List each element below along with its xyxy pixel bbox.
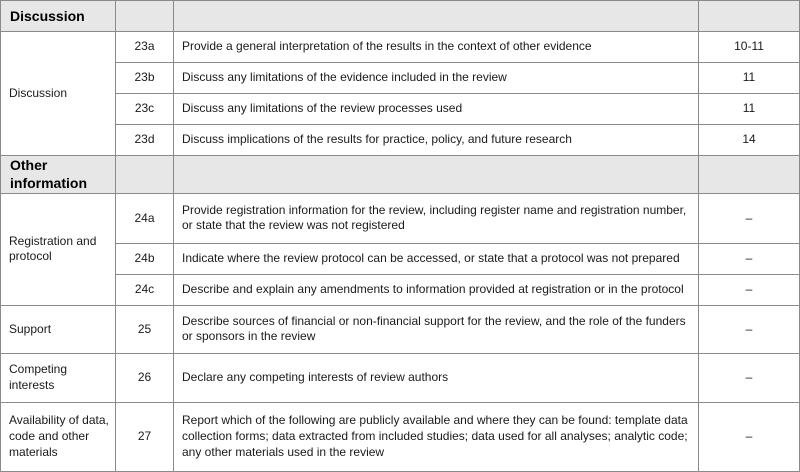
item-description: Describe and explain any amendments to information provided at registration or in the protocol (174, 274, 699, 305)
table-row (1, 243, 800, 274)
section-title: Discussion (1, 1, 116, 32)
table-row (1, 125, 800, 156)
item-location: 14 (699, 125, 800, 156)
item-description: Discuss any limitations of the review processes used (174, 94, 699, 125)
item-location: – (699, 243, 800, 274)
item-location: – (699, 402, 800, 471)
topic-cell: Registration and protocol (1, 193, 116, 305)
item-number: 25 (116, 305, 174, 353)
item-description: Declare any competing interests of review authors (174, 353, 699, 402)
item-description: Discuss implications of the results for practice, policy, and future research (174, 125, 699, 156)
item-location: – (699, 193, 800, 243)
item-location: – (699, 305, 800, 353)
item-location: 10-11 (699, 32, 800, 63)
section-header-row (1, 1, 800, 32)
item-location: – (699, 353, 800, 402)
topic-cell: Competing interests (1, 353, 116, 402)
item-number: 24b (116, 243, 174, 274)
table-row (1, 94, 800, 125)
topic-cell: Discussion (1, 32, 116, 156)
item-description: Provide a general interpretation of the results in the context of other evidence (174, 32, 699, 63)
item-location: 11 (699, 63, 800, 94)
item-number: 24c (116, 274, 174, 305)
item-number: 27 (116, 402, 174, 471)
item-location: – (699, 274, 800, 305)
table-row (1, 193, 800, 243)
table-row (1, 402, 800, 471)
section-header-row (1, 156, 800, 194)
item-number: 24a (116, 193, 174, 243)
item-number: 23b (116, 63, 174, 94)
item-description: Indicate where the review protocol can be accessed, or state that a protocol was not prepared (174, 243, 699, 274)
item-location: 11 (699, 94, 800, 125)
item-number: 26 (116, 353, 174, 402)
table-row (1, 274, 800, 305)
item-description: Describe sources of financial or non-financial support for the review, and the role of the funders or sponsors in the review (174, 305, 699, 353)
topic-cell: Support (1, 305, 116, 353)
table-row (1, 63, 800, 94)
topic-cell: Availability of data, code and other materials (1, 402, 116, 471)
table-row (1, 353, 800, 402)
table-row (1, 305, 800, 353)
item-description: Discuss any limitations of the evidence included in the review (174, 63, 699, 94)
section-title: Other information (1, 156, 116, 194)
item-description: Report which of the following are publicly available and where they can be found: template data collection forms; data extracted from included studies; data used for all analyses; analytic code; any other materials used in the review (174, 402, 699, 471)
item-number: 23d (116, 125, 174, 156)
item-description: Provide registration information for the review, including register name and registration number, or state that the review was not registered (174, 193, 699, 243)
item-number: 23c (116, 94, 174, 125)
table-row (1, 32, 800, 63)
item-number: 23a (116, 32, 174, 63)
